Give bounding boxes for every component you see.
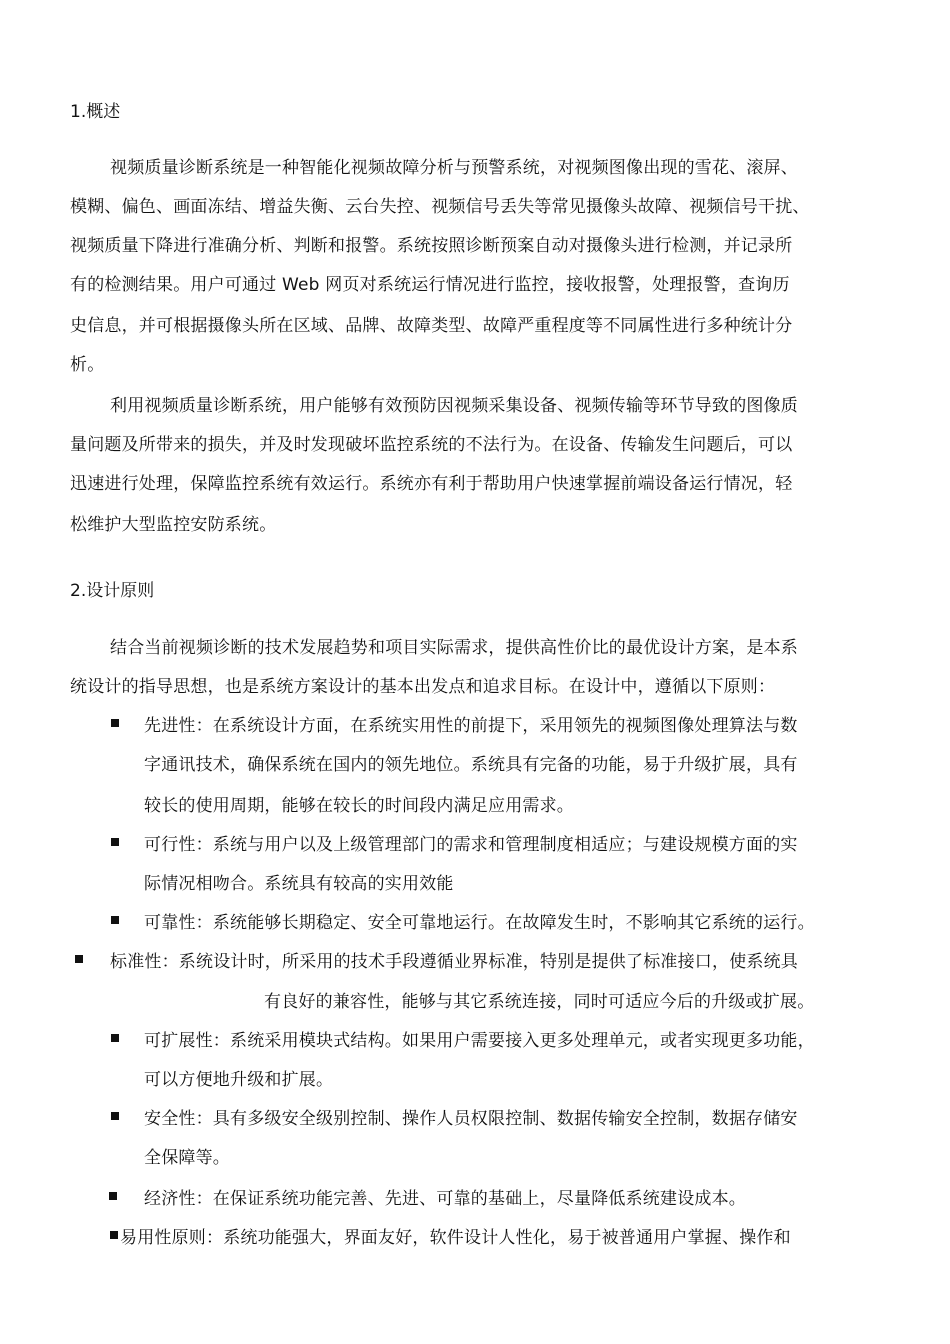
bullet-security-line-2: 全保障等。 [144,1148,230,1168]
bullet-square-icon [111,916,119,924]
bullet-scalable-line-2: 可以方便地升级和扩展。 [144,1070,334,1090]
para2-line-2: 量问题及所带来的损失，并及时发现破坏监控系统的不法行为。在设备、传输发生问题后，可以 [70,435,793,455]
intro-line-1: 结合当前视频诊断的技术发展趋势和项目实际需求，提供高性价比的最优设计方案，是本系 [110,638,798,658]
bullet-security-line-1: 安全性：具有多级安全级别控制、操作人员权限控制、数据传输安全控制，数据存储安 [144,1109,798,1129]
bullet-square-icon [109,1192,117,1200]
bullet-square-icon [111,719,119,727]
bullet-standard-line-2: 有良好的兼容性，能够与其它系统连接，同时可适应今后的升级或扩展。 [264,992,815,1012]
para1-line-5: 史信息，并可根据摄像头所在区域、品牌、故障类型、故障严重程度等不同属性进行多种统计分 [70,316,793,336]
intro-line-2: 统设计的指导思想，也是系统方案设计的基本出发点和追求目标。在设计中，遵循以下原则： [70,677,776,697]
para1-line-3: 视频质量下降进行准确分析、判断和报警。系统按照诊断预案自动对摄像头进行检测，并记录所 [70,236,793,256]
bullet-scalable-line-1: 可扩展性：系统采用模块式结构。如果用户需要接入更多处理单元，或者实现更多功能， [144,1031,815,1051]
bullet-advanced-line-2: 字通讯技术，确保系统在国内的领先地位。系统具有完备的功能，易于升级扩展，具有 [144,755,798,775]
bullet-square-icon [75,955,83,963]
para1-line-4: 有的检测结果。用户可通过 Web 网页对系统运行情况进行监控，接收报警，处理报警，查询历 [70,275,790,295]
bullet-economy-line-1: 经济性：在保证系统功能完善、先进、可靠的基础上，尽量降低系统建设成本。 [144,1189,746,1209]
bullet-square-icon [111,1034,119,1042]
para2-line-4: 松维护大型监控安防系统。 [70,515,277,535]
para1-line-1: 视频质量诊断系统是一种智能化视频故障分析与预警系统，对视频图像出现的雪花、滚屏、 [110,158,798,178]
para1-line-2: 模糊、偏色、画面冻结、增益失衡、云台失控、视频信号丢失等常见摄像头故障、视频信号干扰、 [70,197,810,217]
bullet-usability-line-1: 易用性原则：系统功能强大，界面友好，软件设计人性化，易于被普通用户掌握、操作和 [120,1228,791,1248]
bullet-feasible-line-1: 可行性：系统与用户以及上级管理部门的需求和管理制度相适应；与建设规模方面的实 [144,835,798,855]
section-2-heading: 2.设计原则 [70,581,155,601]
para2-line-3: 迅速进行处理，保障监控系统有效运行。系统亦有利于帮助用户快速掌握前端设备运行情况，轻 [70,474,793,494]
bullet-feasible-line-2: 际情况相吻合。系统具有较高的实用效能 [144,874,454,894]
para2-line-1: 利用视频质量诊断系统，用户能够有效预防因视频采集设备、视频传输等环节导致的图像质 [110,396,798,416]
section-1-heading: 1.概述 [70,102,121,122]
bullet-advanced-line-3: 较长的使用周期，能够在较长的时间段内满足应用需求。 [144,796,574,816]
bullet-advanced-line-1: 先进性：在系统设计方面，在系统实用性的前提下，采用领先的视频图像处理算法与数 [144,716,798,736]
para1-line-6: 析。 [70,355,105,375]
bullet-reliable-line-1: 可靠性：系统能够长期稳定、安全可靠地运行。在故障发生时，不影响其它系统的运行。 [144,913,815,933]
bullet-square-icon [111,838,119,846]
bullet-square-icon [111,1112,119,1120]
bullet-square-icon [110,1231,118,1239]
bullet-standard-line-1: 标准性：系统设计时，所采用的技术手段遵循业界标准，特别是提供了标准接口，使系统具 [110,952,798,972]
